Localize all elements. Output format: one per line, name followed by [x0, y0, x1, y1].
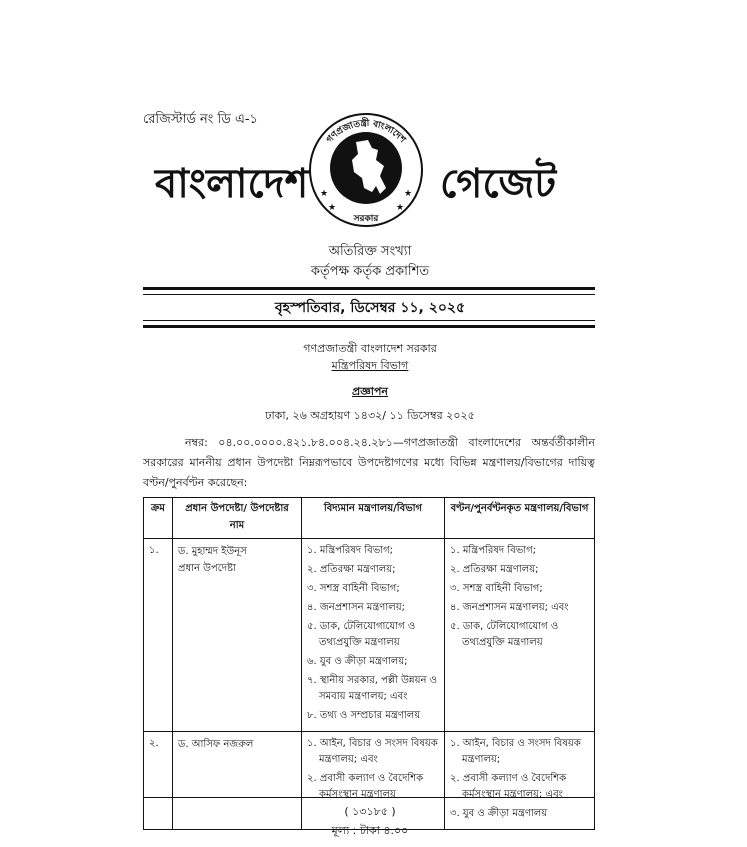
registered-number: রেজিস্টার্ড নং ডি এ-১: [143, 112, 258, 127]
svg-text:★: ★: [404, 189, 413, 199]
existing-ministry-item: ২. প্রতিরক্ষা মন্ত্রণালয়;: [307, 564, 396, 575]
gazette-title-bangladesh: বাংলাদেশ: [155, 161, 309, 207]
extra-issue-label: অতিরিক্ত সংখ্যা: [328, 244, 412, 259]
double-rule-top: [143, 287, 595, 295]
division-name: মন্ত্রিপরিষদ বিভাগ: [331, 359, 409, 372]
allocated-ministry-item: ৩. যুব ও ক্রীড়া মন্ত্রণালয়: [450, 808, 548, 819]
row-serial: ২.: [144, 732, 173, 830]
header-allocated: বণ্টন/পুনর্বণ্টনকৃত মন্ত্রণালয়/বিভাগ: [445, 498, 595, 539]
allocated-ministry-item: ১. মন্ত্রিপরিষদ বিভাগ;: [450, 545, 536, 556]
advisor-name: ড. আসিফ নজরুল: [178, 739, 254, 750]
place-and-date: ঢাকা, ২৬ অগ্রহায়ণ ১৪৩২/ ১১ ডিসেম্বর ২০২৫: [265, 409, 475, 422]
existing-ministry-item: ১. মন্ত্রিপরিষদ বিভাগ;: [307, 545, 393, 556]
header-advisor-name: প্রধান উপদেষ্টা/ উপদেষ্টার নাম: [173, 498, 302, 539]
government-seal-icon: [306, 110, 426, 230]
allocated-ministry-item: ৪. জনপ্রশাসন মন্ত্রণালয়; এবং: [450, 602, 569, 613]
existing-ministry-item: ৮. তথ্য ও সম্প্রচার মন্ত্রণালয়: [307, 710, 421, 721]
seal-top-text: গণপ্রজাতন্ত্রী বাংলাদেশ: [324, 118, 408, 146]
allocated-ministry-item: ৩. সশস্ত্র বাহিনী বিভাগ;: [450, 583, 543, 594]
seal-bottom-text: সরকার: [353, 214, 379, 224]
issue-date: বৃহস্পতিবার, ডিসেম্বর ১১, ২০২৫: [274, 300, 466, 316]
allocation-table: [143, 497, 595, 830]
allocated-ministries-cell: [445, 539, 595, 732]
advisor-designation: প্রধান উপদেষ্টা: [178, 563, 236, 574]
notice-title: প্রজ্ঞাপন: [352, 385, 388, 398]
double-rule-bottom: [143, 320, 595, 328]
advisor-cell: [173, 539, 302, 732]
notice-body: [143, 433, 595, 493]
table-row: [144, 539, 595, 732]
footer-rule: [143, 797, 595, 798]
existing-ministry-item: ২. প্রবাসী কল্যাণ ও বৈদেশিক কর্মসংস্থান মন্ত্রণালয়: [307, 773, 424, 800]
header-existing: বিদ্যমান মন্ত্রণালয়/বিভাগ: [302, 498, 445, 539]
published-by-label: কর্তৃপক্ষ কর্তৃক প্রকাশিত: [310, 264, 430, 279]
allocated-ministry-item: ৫. ডাক, টেলিযোগাযোগ ও তথ্যপ্রযুক্তি মন্ত্রণালয়: [450, 621, 559, 648]
advisor-name: ড. মুহাম্মদ ইউনূস: [178, 546, 247, 557]
allocated-ministry-item: ১. আইন, বিচার ও সংসদ বিষয়ক মন্ত্রণালয়;: [450, 738, 581, 765]
table-header-row: [144, 498, 595, 539]
allocated-ministry-item: ২. প্রতিরক্ষা মন্ত্রণালয়;: [450, 564, 539, 575]
gazette-title-gazette: গেজেট: [440, 161, 557, 207]
existing-ministry-item: ৬. যুব ও ক্রীড়া মন্ত্রণালয়;: [307, 656, 408, 667]
header-serial: ক্রম: [144, 498, 173, 539]
government-name: গণপ্রজাতন্ত্রী বাংলাদেশ সরকার: [303, 342, 437, 355]
row-serial: ১.: [144, 539, 173, 732]
existing-ministry-item: ৩. সশস্ত্র বাহিনী বিভাগ;: [307, 583, 400, 594]
allocated-ministry-item: ২. প্রবাসী কল্যাণ ও বৈদেশিক কর্মসংস্থান মন্ত্রণালয়; এবং: [450, 773, 567, 800]
svg-text:★: ★: [320, 189, 329, 199]
svg-text:★: ★: [328, 203, 337, 213]
svg-text:★: ★: [396, 203, 405, 213]
existing-ministries-cell: [302, 539, 445, 732]
price-label: মূল্য : টাকা ৪.০০: [331, 824, 409, 837]
existing-ministry-item: ৪. জনপ্রশাসন মন্ত্রণালয়;: [307, 602, 405, 613]
existing-ministry-item: ১. আইন, বিচার ও সংসদ বিষয়ক মন্ত্রণালয়; এবং: [307, 738, 438, 765]
existing-ministry-item: ৫. ডাক, টেলিযোগাযোগ ও তথ্যপ্রযুক্তি মন্ত্রণালয়: [307, 621, 416, 648]
existing-ministry-item: ৭. স্থানীয় সরকার, পল্লী উন্নয়ন ও সমবায় মন্ত্রণালয়; এবং: [307, 675, 437, 702]
page-number: ( ১৩১৮৫ ): [344, 805, 396, 818]
notice-body-text: নম্বর: ০৪.০০.০০০০.৪২১.৮৪.০০৪.২৪.২৮১—গণপ্রজাতন্ত্রী বাংলাদেশের অন্তর্বর্তীকালীন সরকারের মাননীয় প্রধান উপদেষ্টা নিম্নরূপভাবে উপদেষ্টাগণের মধ্যে বিভিন্ন মন্ত্রণালয়/বিভাগের দায়িত্ব বণ্টন/পুনর্বণ্টন করেছেন:: [143, 436, 595, 489]
